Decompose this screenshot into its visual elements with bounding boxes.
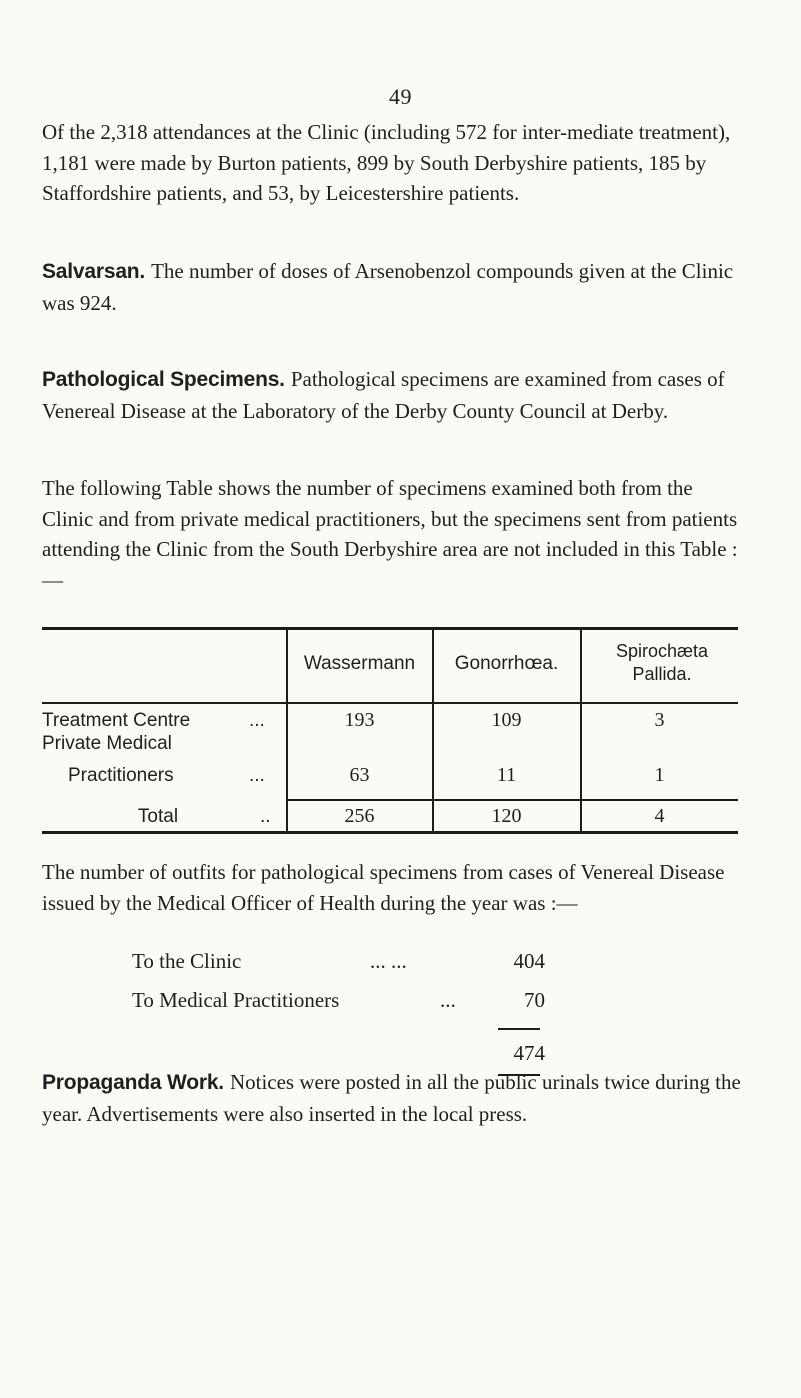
outfit-dots: ... bbox=[440, 988, 456, 1012]
propaganda-text: Notices were posted in all the public urinals twice during the year. Advertisements were also inserted in the local press. bbox=[42, 1070, 741, 1126]
header-spirochaeta: Spirochæta Pallida. bbox=[615, 641, 709, 684]
cell-practitioners-wassermann: 63 bbox=[349, 764, 370, 786]
propaganda-heading: Propaganda Work. bbox=[42, 1071, 224, 1094]
outfit-dots: ... ... bbox=[370, 949, 407, 973]
total-dots: .. bbox=[260, 806, 271, 827]
pathological-paragraph bbox=[42, 364, 742, 426]
total-wassermann: 256 bbox=[344, 805, 375, 827]
salvarsan-heading: Salvarsan. bbox=[42, 260, 146, 283]
cell-treatment-wassermann: 193 bbox=[344, 709, 375, 731]
cell-practitioners-gonorrhoea: 11 bbox=[496, 764, 517, 786]
outfit-total: 474 bbox=[513, 1041, 545, 1065]
outfit-label-clinic: To the Clinic bbox=[132, 949, 242, 973]
header-gonorrhoea: Gonorrhœa. bbox=[454, 653, 559, 674]
page-number: 49 bbox=[389, 84, 412, 109]
row-dots: ... bbox=[249, 710, 265, 731]
outfit-value-practitioners: 70 bbox=[524, 988, 545, 1012]
outfit-label-practitioners: To Medical Practitioners bbox=[132, 988, 340, 1012]
cell-treatment-spirochaeta: 3 bbox=[654, 709, 665, 731]
cell-practitioners-spirochaeta: 1 bbox=[654, 764, 665, 786]
cell-treatment-gonorrhoea: 109 bbox=[491, 709, 522, 731]
salvarsan-paragraph bbox=[42, 256, 742, 318]
total-label: Total bbox=[137, 806, 179, 827]
table-total-rule bbox=[286, 799, 738, 801]
outfits-intro-paragraph: The number of outfits for pathological specimens from cases of Venereal Disease issued by the Medical Officer of Health during the year was :— bbox=[42, 860, 725, 915]
table-header-rule bbox=[42, 702, 738, 704]
header-wassermann: Wassermann bbox=[303, 653, 416, 674]
outfit-value-clinic: 404 bbox=[513, 949, 545, 973]
specimens-table bbox=[42, 627, 738, 833]
pathological-text: Pathological specimens are examined from cases of Venereal Disease at the Laboratory of the Derby County Council at Derby. bbox=[42, 367, 725, 423]
total-spirochaeta: 4 bbox=[654, 805, 665, 827]
row-label-practitioners: Practitioners bbox=[68, 765, 174, 786]
table-bottom-rule bbox=[42, 831, 738, 834]
row-dots: ... bbox=[249, 765, 265, 786]
row-label-private-medical: Private Medical bbox=[42, 733, 172, 754]
propaganda-paragraph bbox=[42, 1067, 742, 1129]
pathological-heading: Pathological Specimens. bbox=[42, 368, 285, 391]
outfit-sum-rule bbox=[498, 1028, 540, 1030]
attendances-paragraph: Of the 2,318 attendances at the Clinic (including 572 for inter-mediate treatment), 1,181 were made by Burton patients, 899 by South Derbyshire patients, 185 by Staffordshire patients, and 53, by Leicestershire patients. bbox=[42, 120, 731, 205]
table-intro-paragraph: The following Table shows the number of specimens examined both from the Clinic and from private medical practitioners, but the specimens sent from patients attending the Clinic from the South Derbyshire area are not included in this Table :— bbox=[42, 476, 738, 592]
table-top-rule bbox=[42, 627, 738, 630]
row-label-treatment-centre: Treatment Centre bbox=[42, 710, 191, 731]
salvarsan-text: The number of doses of Arsenobenzol compounds given at the Clinic was 924. bbox=[42, 259, 734, 315]
total-gonorrhoea: 120 bbox=[491, 805, 522, 827]
